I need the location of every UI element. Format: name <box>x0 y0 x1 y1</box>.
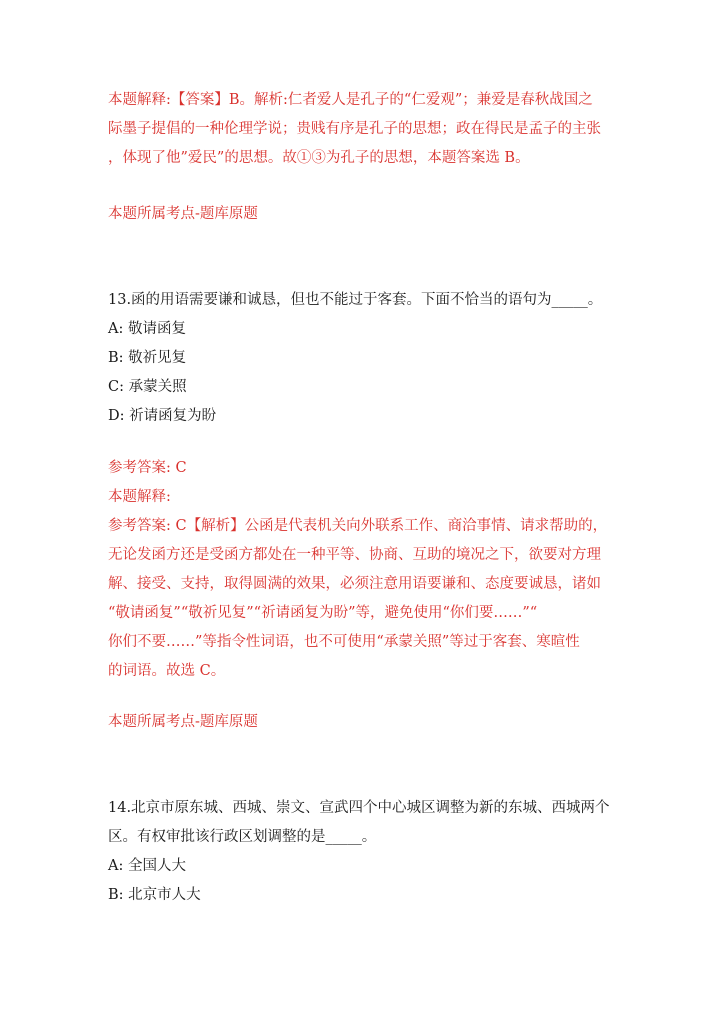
option-c: C: 承蒙关照 <box>108 379 187 395</box>
explanation-line: 无论发函方还是受函方都处在一种平等、协商、互助的境况之下，欲要对方理 <box>108 547 601 563</box>
option-a: A: 敬请函复 <box>108 321 186 337</box>
explanation-line: 际墨子提倡的一种伦理学说；贵贱有序是孔子的思想；政在得民是孟子的主张 <box>108 121 601 137</box>
question-14 <box>108 794 613 910</box>
explanation-12 <box>108 86 613 173</box>
reference-answer: 参考答案: C <box>108 460 187 476</box>
explanation-line: 的词语。故选 C。 <box>108 663 226 679</box>
explanation-line: ，体现了他”爱民”的思想。故①③为孔子的思想，本题答案选 B。 <box>108 150 530 166</box>
option-d: D: 祈请函复为盼 <box>108 408 217 424</box>
option-b: B: 敬祈见复 <box>108 350 187 366</box>
explanation-line: 解、接受、支持，取得圆满的效果，必须注意用语要谦和、态度要诚恳，诸如 <box>108 576 601 592</box>
question-13 <box>108 286 613 431</box>
explanation-line: “敬请函复”“敬祈见复”“祈请函复为盼”等，避免使用“你们要……”“ <box>108 605 538 621</box>
question-stem-line: 区。有权审批该行政区划调整的是_____。 <box>108 829 377 845</box>
question-stem-line: 14.北京市原东城、西城、崇文、宣武四个中心城区调整为新的东城、西城两个 <box>108 800 610 816</box>
question-stem: 13.函的用语需要谦和诚恳，但也不能过于客套。下面不恰当的语句为_____。 <box>108 292 603 308</box>
question-source-13: 本题所属考点-题库原题 <box>108 714 258 730</box>
explanation-line: 参考答案: C【解析】公函是代表机关向外联系工作、商洽事情、请求帮助的， <box>108 518 608 534</box>
explanation-line: 本题解释:【答案】B。解析:仁者爱人是孔子的“仁爱观”；兼爱是春秋战国之 <box>108 92 593 108</box>
explanation-line: 你们不要……”等指令性词语，也不可使用“承蒙关照”等过于客套、寒暄性 <box>108 634 580 650</box>
answer-section-13 <box>108 454 613 686</box>
option-a: A: 全国人大 <box>108 858 186 874</box>
question-source-12: 本题所属考点-题库原题 <box>108 206 258 222</box>
explanation-label: 本题解释: <box>108 489 171 505</box>
option-b: B: 北京市人大 <box>108 887 201 903</box>
